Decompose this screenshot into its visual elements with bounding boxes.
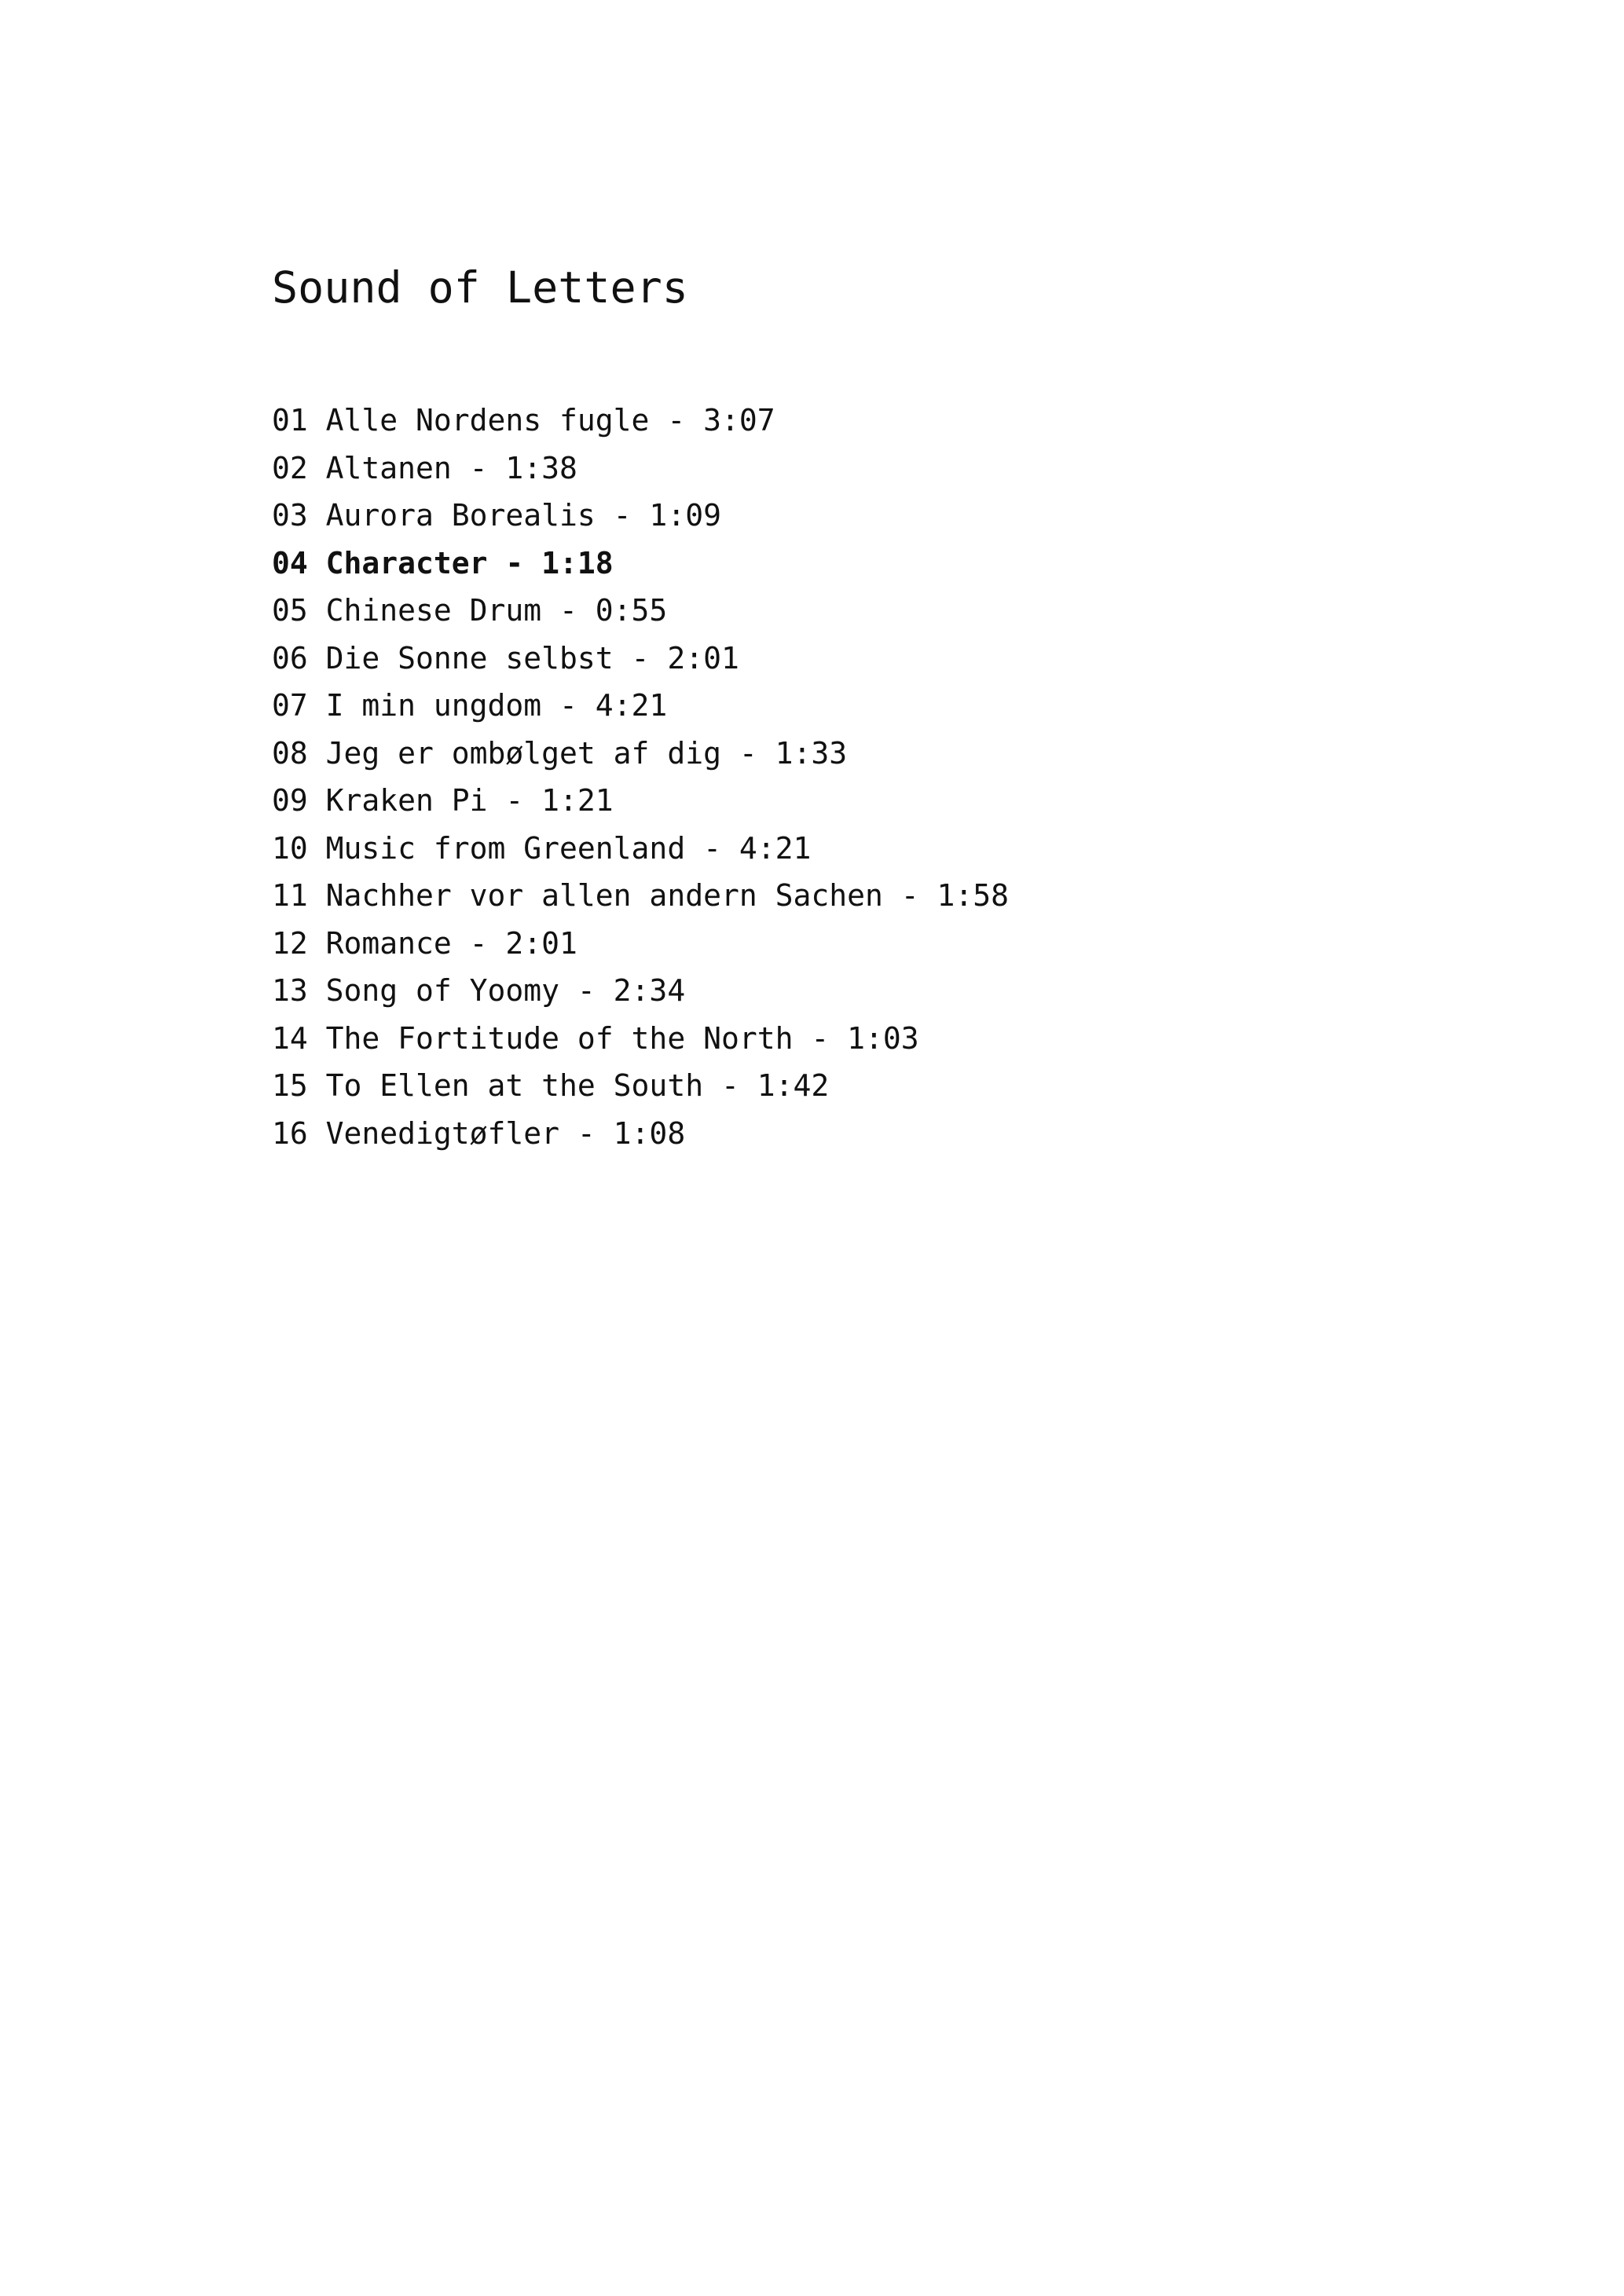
track-item: 14 The Fortitude of the North - 1:03 [272,1020,919,1056]
track-item: 01 Alle Nordens fugle - 3:07 [272,403,775,438]
track-item: 13 Song of Yoomy - 2:34 [272,973,686,1008]
track-item: 11 Nachher vor allen andern Sachen - 1:58 [272,878,1009,913]
page-title: Sound of Letters [272,262,688,313]
track-item: 10 Music from Greenland - 4:21 [272,830,812,866]
track-item: 12 Romance - 2:01 [272,925,577,961]
track-item: 09 Kraken Pi - 1:21 [272,783,614,818]
track-item: 07 I min ungdom - 4:21 [272,688,668,723]
track-item: 08 Jeg er ombølget af dig - 1:33 [272,735,848,771]
track-item: 04 Character - 1:18 [272,545,614,580]
track-item: 05 Chinese Drum - 0:55 [272,593,668,628]
track-item: 03 Aurora Borealis - 1:09 [272,498,721,533]
track-item: 06 Die Sonne selbst - 2:01 [272,640,739,676]
track-list [272,397,1009,1157]
track-item: 15 To Ellen at the South - 1:42 [272,1068,830,1103]
track-item: 02 Altanen - 1:38 [272,450,577,485]
track-item: 16 Venedigtøfler - 1:08 [272,1115,686,1151]
